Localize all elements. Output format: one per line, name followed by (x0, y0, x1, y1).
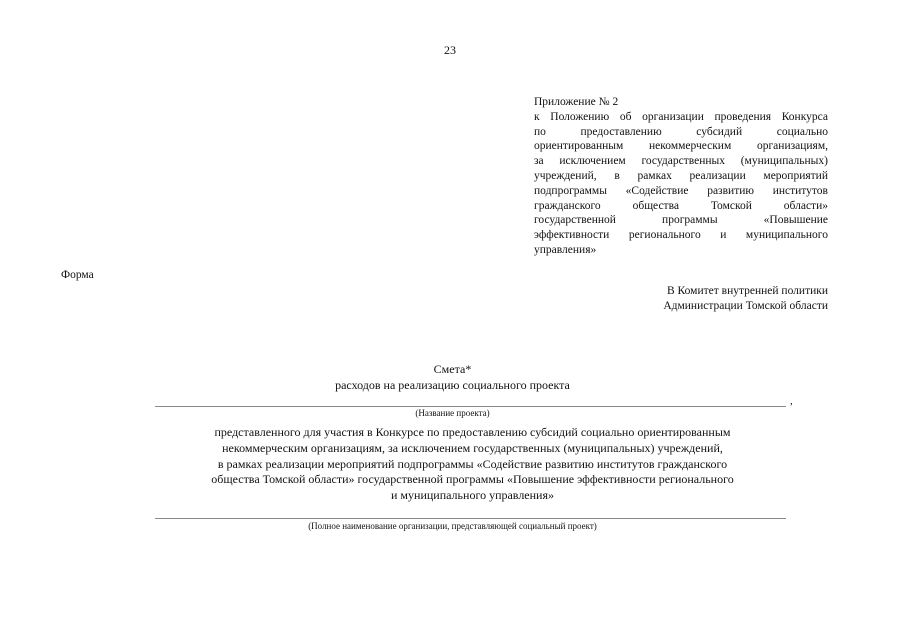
appendix-header (534, 95, 828, 258)
appendix-line: ориентированным некоммерческим организациям, (534, 140, 828, 153)
statement-paragraph (140, 425, 805, 504)
appendix-line: к Положению об организации проведения Конкурса (534, 110, 828, 123)
statement-line: некоммерческим организациям, за исключением государственных (муниципальных) учреждений, (222, 440, 723, 455)
statement-line: и муниципального управления» (391, 488, 554, 503)
appendix-line: подпрограммы «Содействие развитию институтов (534, 184, 828, 197)
title-line: Смета* (433, 362, 472, 376)
appendix-heading: Приложение № 2 (534, 96, 619, 108)
document-title (0, 361, 905, 393)
form-label: Форма (61, 269, 94, 281)
organization-caption: (Полное наименование организации, представляющей социальный проект) (308, 521, 597, 531)
statement-line: общества Томской области» государственной программы «Повышение эффективности регионального (211, 472, 734, 487)
organization-blank-line (155, 518, 786, 519)
appendix-last-line: управления» (534, 243, 597, 256)
appendix-line: учреждений, в рамках реализации мероприятий (534, 169, 828, 182)
appendix-line: по предоставлению субсидий социально (534, 125, 828, 138)
title-line: расходов на реализацию социального проекта (335, 378, 570, 392)
addressee-block (663, 284, 828, 313)
trailing-comma: , (790, 395, 793, 407)
appendix-line: за исключением государственных (муниципальных) (534, 155, 828, 168)
appendix-line: гражданского общества Томской области» (534, 199, 828, 212)
addressee-line: Администрации Томской области (663, 299, 828, 312)
project-name-blank-line (155, 406, 786, 407)
page-number: 23 (444, 43, 456, 57)
addressee-line: В Комитет внутренней политики (667, 285, 828, 297)
statement-line: представленного для участия в Конкурсе по предоставлению субсидий социально ориентированным (214, 425, 731, 439)
appendix-line: государственной программы «Повышение (534, 214, 828, 227)
project-name-caption: (Название проекта) (415, 408, 490, 418)
appendix-line: эффективности регионального и муниципального (534, 229, 828, 242)
statement-line: в рамках реализации мероприятий подпрограммы «Содействие развитию институтов гражданского (217, 456, 728, 471)
